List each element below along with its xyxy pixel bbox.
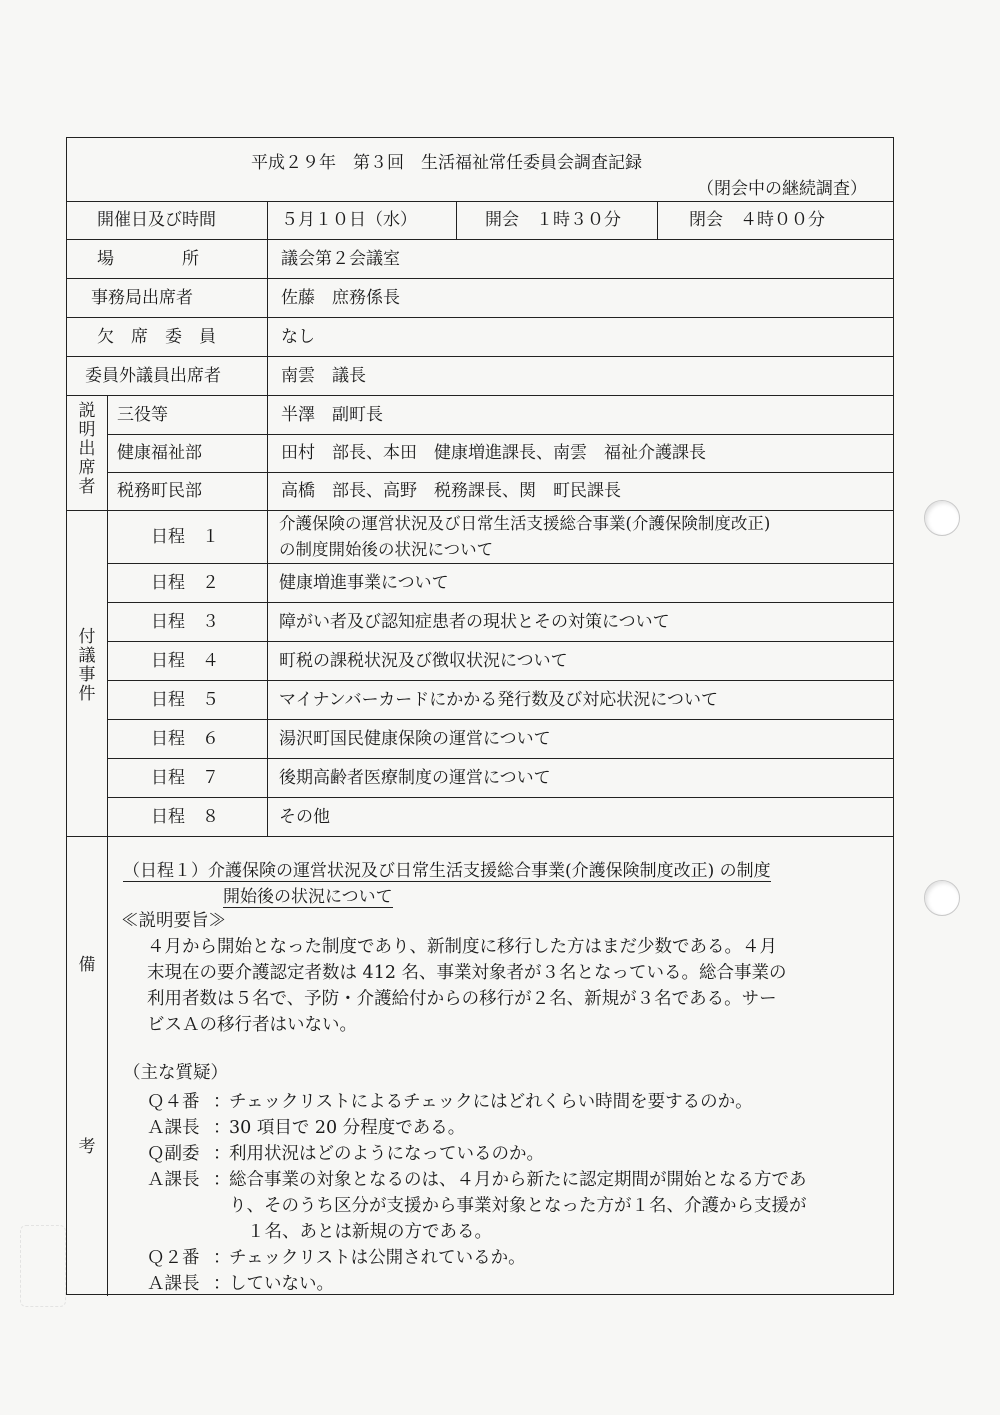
- explainer-names: 高橋 部長、高野 税務課長、関 町民課長: [281, 481, 621, 501]
- qa-text: 30 項目で 20 分程度である。: [229, 1118, 466, 1138]
- qa-colon: ：: [213, 1274, 231, 1294]
- outside-attendee-label: 委員外議員出席者: [85, 366, 221, 386]
- agenda-item-label: 日程 ６: [151, 729, 219, 749]
- summary-line: 末現在の要介護認定者数は 412 名、事業対象者が３名となっている。総合事業の: [147, 963, 787, 983]
- absent-label: 欠 席 委 員: [97, 327, 216, 347]
- agenda-item-text: 障がい者及び認知症患者の現状とその対策について: [279, 612, 670, 632]
- remarks-label-bottom: 考: [78, 1137, 96, 1157]
- secretariat-value: 佐藤 庶務係長: [281, 288, 400, 308]
- qa-text: チェックリストによるチェックにはどれくらい時間を要するのか。: [229, 1092, 753, 1112]
- absent-value: なし: [281, 327, 315, 347]
- qa-text-cont: １名、あとは新規の方である。: [247, 1222, 492, 1242]
- qa-text-cont: り、そのうち区分が支援から事業対象となった方が１名、介護から支援が: [229, 1196, 807, 1216]
- page-title: 平成２９年 第３回 生活福祉常任委員会調査記録: [251, 153, 642, 173]
- qa-text: 総合事業の対象となるのは、４月から新たに認定期間が開始となる方であ: [229, 1170, 807, 1190]
- summary-line: 利用者数は５名で、予防・介護給付からの移行が２名、新規が３名である。サー: [147, 989, 777, 1009]
- explainer-names: 田村 部長、本田 健康増進課長、南雲 福祉介護課長: [281, 443, 706, 463]
- agenda-group-label: 付議事件: [78, 627, 96, 704]
- agenda-item-text: マイナンバーカードにかかる発行数及び対応状況について: [279, 690, 718, 710]
- explainers-group-label: 説明出席者: [78, 401, 96, 497]
- qa-text: チェックリストは公開されているか。: [229, 1248, 526, 1268]
- punch-hole: [924, 500, 960, 536]
- agenda-item-text: 町税の課税状況及び徴収状況について: [279, 651, 568, 671]
- qa-speaker: Ｑ２番: [147, 1248, 200, 1268]
- qa-speaker: Ｑ４番: [147, 1092, 200, 1112]
- qa-text: 利用状況はどのようになっているのか。: [229, 1144, 544, 1164]
- qa-colon: ：: [213, 1248, 231, 1268]
- qa-speaker: Ａ課長: [147, 1274, 200, 1294]
- punch-hole: [924, 880, 960, 916]
- secretariat-label: 事務局出席者: [91, 288, 193, 308]
- explainer-names: 半澤 副町長: [281, 405, 383, 425]
- agenda-item-label: 日程 ５: [151, 690, 219, 710]
- date-value: ５月１０日（水）: [281, 210, 417, 230]
- outside-attendee-value: 南雲 議長: [281, 366, 366, 386]
- qa-colon: ：: [213, 1118, 231, 1138]
- agenda-item-label: 日程 ７: [151, 768, 219, 788]
- qa-label: （主な質疑）: [123, 1063, 228, 1083]
- remarks-heading-cont: 開始後の状況について: [223, 887, 393, 907]
- summary-label: ≪説明要旨≫: [121, 911, 226, 931]
- page-subtitle: （閉会中の継続調査）: [697, 179, 867, 199]
- faint-stamp: [20, 1225, 66, 1307]
- qa-text: していない。: [229, 1274, 334, 1294]
- qa-colon: ：: [213, 1092, 231, 1112]
- date-label: 開催日及び時間: [97, 210, 216, 230]
- close-time: 閉会 ４時００分: [689, 210, 825, 230]
- agenda-item-text: 介護保険の運営状況及び日常生活支援総合事業(介護保険制度改正): [279, 514, 771, 533]
- remarks-label-top: 備: [78, 955, 96, 975]
- agenda-item-label: 日程 ３: [151, 612, 219, 632]
- agenda-item-text: その他: [279, 807, 330, 827]
- summary-line: ４月から開始となった制度であり、新制度に移行した方はまだ少数である。４月: [147, 937, 777, 957]
- qa-colon: ：: [213, 1144, 231, 1164]
- record-sheet: [66, 137, 894, 1295]
- open-time: 開会 １時３０分: [485, 210, 621, 230]
- explainer-dept: 税務町民部: [117, 481, 202, 501]
- qa-colon: ：: [213, 1170, 231, 1190]
- place-label: 場 所: [97, 249, 199, 269]
- agenda-item-label: 日程 ８: [151, 807, 219, 827]
- agenda-item-text: 健康増進事業について: [279, 573, 449, 593]
- agenda-item-label: 日程 ４: [151, 651, 219, 671]
- agenda-item-text: 湯沢町国民健康保険の運営について: [279, 729, 551, 749]
- qa-speaker: Ａ課長: [147, 1170, 200, 1190]
- qa-speaker: Ａ課長: [147, 1118, 200, 1138]
- qa-speaker: Ｑ副委: [147, 1144, 200, 1164]
- explainer-dept: 三役等: [117, 405, 168, 425]
- agenda-item-text-cont: の制度開始後の状況について: [279, 540, 494, 559]
- agenda-item-label: 日程 ２: [151, 573, 219, 593]
- summary-line: ビスＡの移行者はいない。: [147, 1015, 357, 1035]
- explainer-dept: 健康福祉部: [117, 443, 202, 463]
- remarks-heading: （日程１）介護保険の運営状況及び日常生活支援総合事業(介護保険制度改正) の制度: [123, 861, 771, 881]
- agenda-item-label: 日程 １: [151, 527, 219, 547]
- agenda-item-text: 後期高齢者医療制度の運営について: [279, 768, 551, 788]
- place-value: 議会第２会議室: [281, 249, 400, 269]
